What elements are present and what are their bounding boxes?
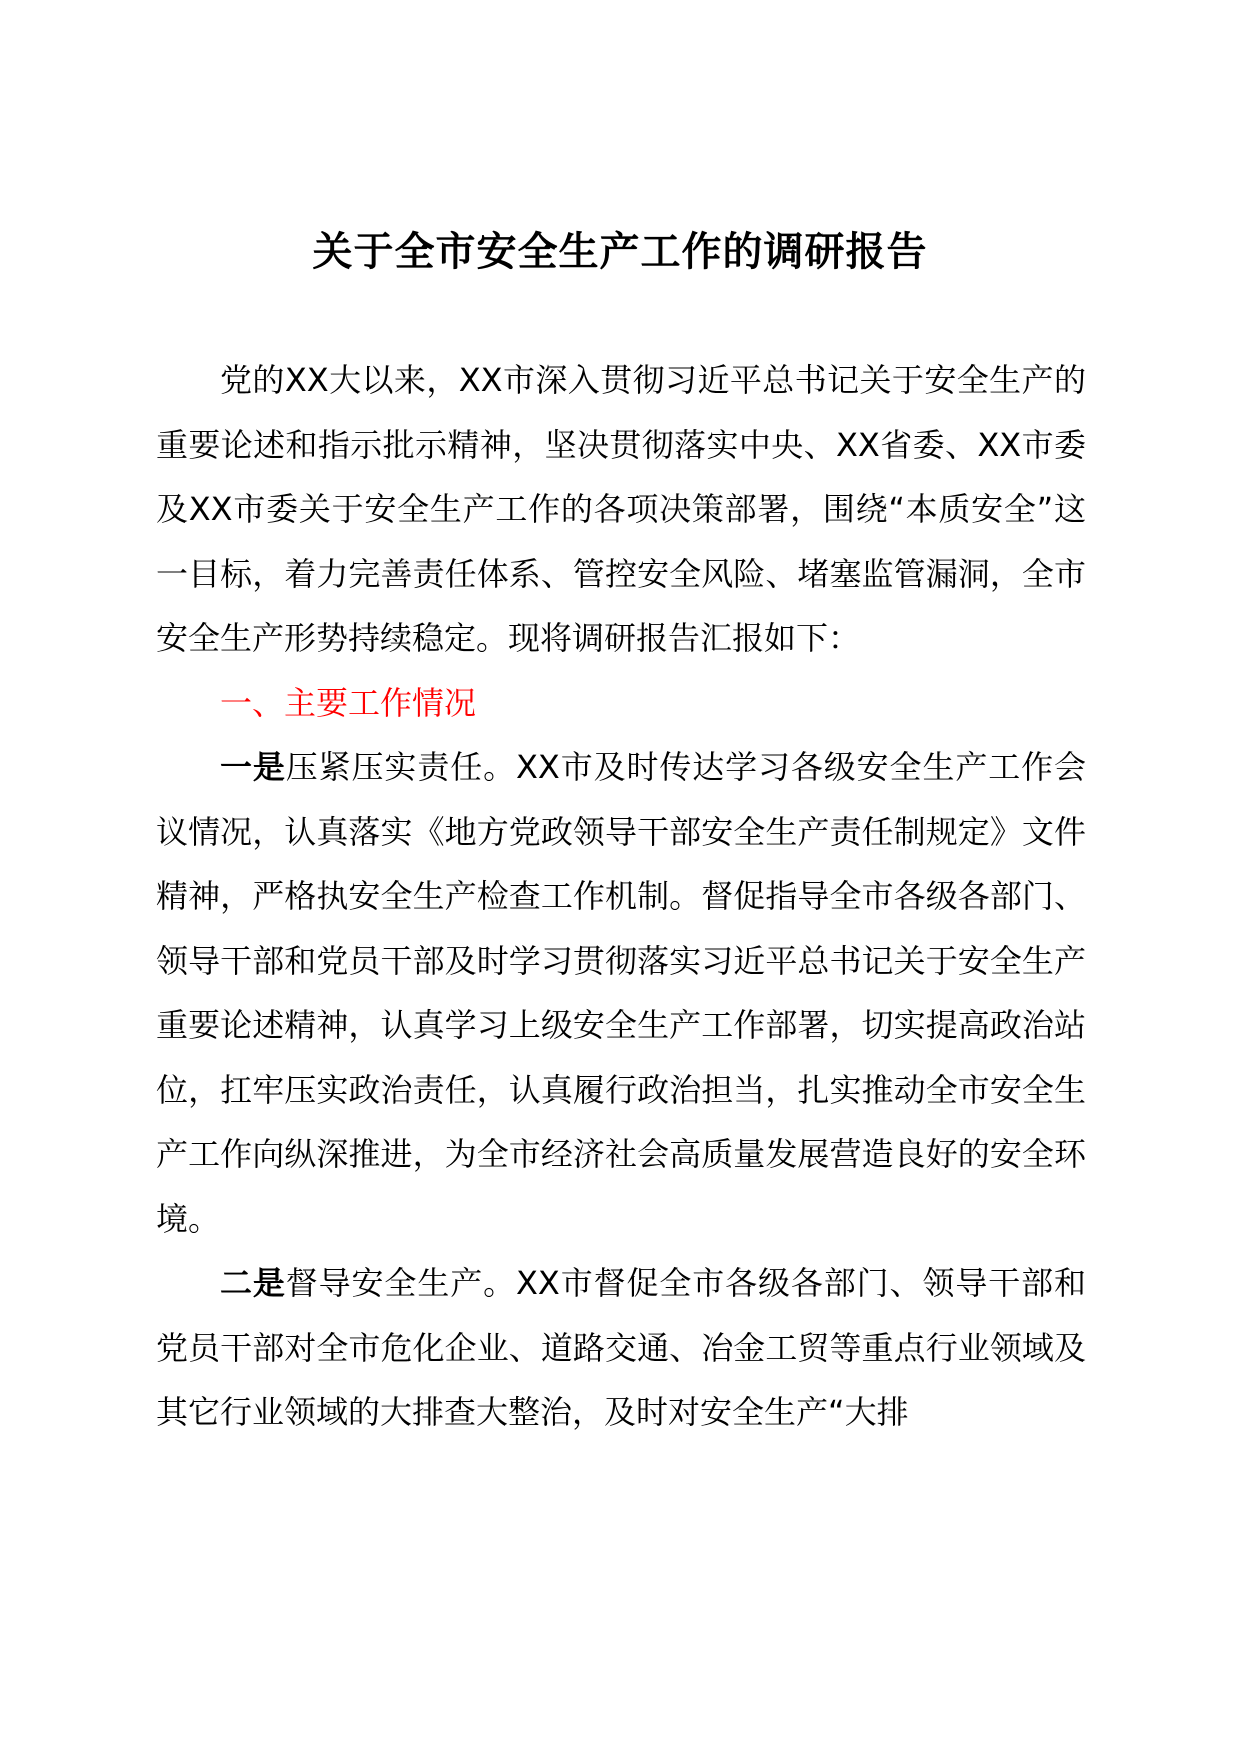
item-text-2: 督导安全生产。XX市督促全市各级各部门、领导干部和党员干部对全市危化企业、道路交通、冶金工贸等重点行业领域及其它行业领域的大排查大整治，及时对安全生产“大排 [156, 1264, 1086, 1431]
section-heading: 一、主要工作情况 [220, 683, 477, 722]
item-paragraph-1 [156, 735, 1086, 1251]
document-body [156, 348, 1086, 1445]
item-paragraph-2 [156, 1251, 1086, 1445]
item-lead-1: 一是 [220, 748, 286, 786]
intro-paragraph: 党的XX大以来，XX市深入贯彻习近平总书记关于安全生产的重要论述和指示批示精神，坚决贯彻落实中央、XX省委、XX市委及XX市委关于安全生产工作的各项决策部署，围绕“本质安全”这一目标，着力完善责任体系、管控安全风险、堵塞监管漏洞，全市安全生产形势持续稳定。现将调研报告汇报如下： [156, 361, 1086, 657]
document-title: 关于全市安全生产工作的调研报告 [312, 229, 928, 275]
item-text-1: 压紧压实责任。XX市及时传达学习各级安全生产工作会议情况，认真落实《地方党政领导干部安全生产责任制规定》文件精神，严格执安全生产检查工作机制。督促指导全市各级各部门、领导干部和党员干部及时学习贯彻落实习近平总书记关于安全生产重要论述精神，认真学习上级安全生产工作部署，切实提高政治站位，扛牢压实政治责任，认真履行政治担当，扎实推动全市安全生产工作向纵深推进，为全市经济社会高质量发展营造良好的安全环境。 [156, 748, 1086, 1238]
item-lead-2: 二是 [220, 1264, 286, 1302]
